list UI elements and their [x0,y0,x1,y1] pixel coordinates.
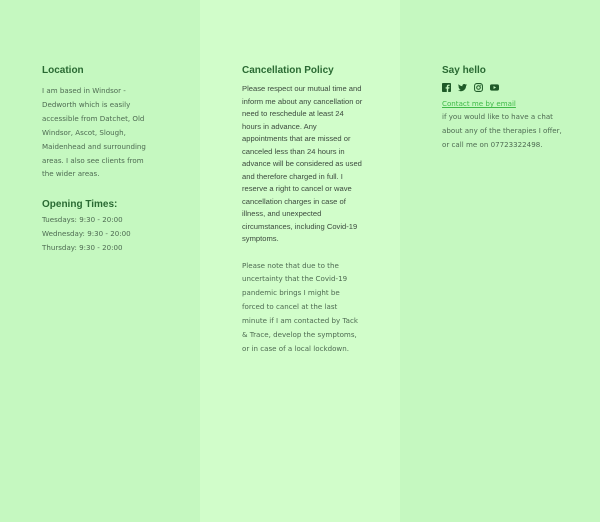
social-icons [442,82,558,92]
opening-times-heading: Opening Times: [42,199,118,211]
opening-time-line: Tuesdays: 9:30 - 20:00 [42,215,123,225]
say-hello-heading: Say hello [442,65,486,76]
covid-notice-text: Please note that due to the uncertainty that the Covid-19 pandemic brings I might be forced to cancel at the last minute if I am contacted by Tack & Trace, develop the symptoms, or in case of a local lockdown. [242,260,358,353]
twitter-icon[interactable] [458,83,467,92]
cancellation-policy-text: Please respect our mutual time and inform me about any cancellation or need to reschedule at least 24 hours in advance. Any appointments that are missed or canceled less than 24 hours in advance will be considered as used and therefore charged in full. I reserve a right to cancel or wave cancellation charges in case of illness, and unexpected circumstances, including Covid-19 symptoms. [242,84,363,243]
youtube-icon[interactable] [490,83,499,92]
location-text: I am based in Windsor - Dedworth which is easily accessible from Datchet, Old Windsor, Ascot, Slough, Maidenhead and surrounding areas. I also see clients from the wider areas. [42,86,146,179]
say-hello-text: if you would like to have a chat about any of the therapies I offer, or call me on 07723322498. [442,112,562,149]
opening-times-list [42,213,158,255]
instagram-icon[interactable] [474,83,483,92]
opening-time-line: Wednesday: 9:30 - 20:00 [42,229,131,239]
opening-time-line: Thursday: 9:30 - 20:00 [42,243,123,253]
contact-email-link[interactable]: Contact me by email [442,99,516,108]
location-heading: Location [42,65,84,76]
cancellation-heading: Cancellation Policy [242,65,334,76]
location-column [0,0,200,522]
say-hello-column [400,0,600,522]
facebook-icon[interactable] [442,83,451,92]
cancellation-column [200,0,400,522]
